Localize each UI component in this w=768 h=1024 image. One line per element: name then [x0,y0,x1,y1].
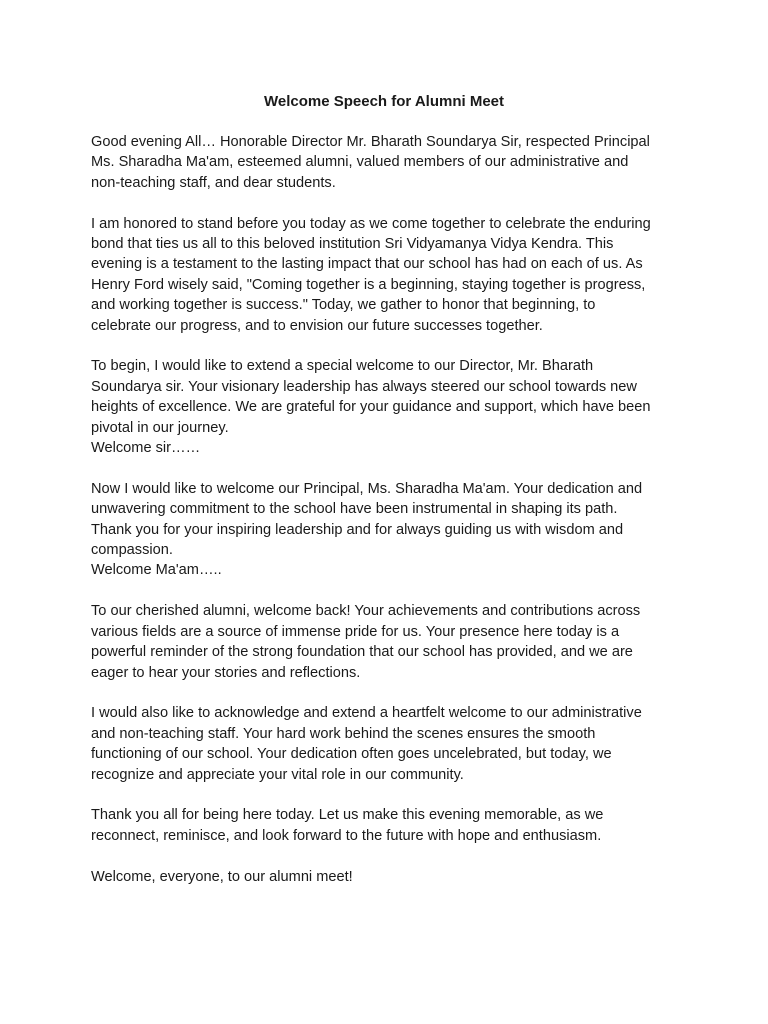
text-line: pivotal in our journey. [91,419,229,436]
text-line: I am honored to stand before you today as we come together to celebrate the enduring [91,215,651,232]
text-line: reconnect, reminisce, and look forward to the future with hope and enthusiasm. [91,827,602,844]
text-line: bond that ties us all to this beloved institution Sri Vidyamanya Vidya Kendra. This [91,236,614,253]
text-line: Ms. Sharadha Ma'am, esteemed alumni, valued members of our administrative and [91,154,629,171]
paragraph-closing [91,867,691,887]
paragraph-principal-welcome [91,479,691,581]
text-line: various fields are a source of immense pride for us. Your presence here today is a [91,623,620,640]
text-line: Welcome sir…… [91,440,201,457]
paragraph-introduction [91,214,691,336]
text-line: Thank you for your inspiring leadership and for always guiding us with wisdom and [91,521,624,538]
paragraph-greeting [91,132,691,193]
text-line: functioning of our school. Your dedication often goes uncelebrated, but today, we [91,746,612,763]
document-body [91,132,691,907]
text-line: Soundarya sir. Your visionary leadership has always steered our school towards new [91,378,637,395]
text-line: heights of excellence. We are grateful for your guidance and support, which have been [91,399,651,416]
paragraph-staff-welcome [91,703,691,785]
text-line: compassion. [91,542,173,559]
document-title: Welcome Speech for Alumni Meet [263,93,505,110]
text-line: powerful reminder of the strong foundation that our school has provided, and we are [91,644,633,661]
text-line: Now I would like to welcome our Principal, Ms. Sharadha Ma'am. Your dedication and [91,480,643,497]
text-line: non-teaching staff, and dear students. [91,174,336,191]
text-line: To our cherished alumni, welcome back! Your achievements and contributions across [91,603,641,620]
text-line: and working together is success." Today, we gather to honor that beginning, to [91,297,596,314]
text-line: I would also like to acknowledge and extend a heartfelt welcome to our administrative [91,705,642,722]
text-line: Good evening All… Honorable Director Mr. Bharath Soundarya Sir, respected Principal [91,134,650,150]
text-line: Henry Ford wisely said, "Coming together is a beginning, staying together is progress, [91,276,646,293]
text-line: recognize and appreciate your vital role in our community. [91,766,464,783]
text-line: Welcome Ma'am….. [91,562,222,579]
text-line: Thank you all for being here today. Let us make this evening memorable, as we [91,807,604,824]
text-line: eager to hear your stories and reflections. [91,664,361,681]
paragraph-alumni-welcome [91,601,691,683]
text-line: To begin, I would like to extend a special welcome to our Director, Mr. Bharath [91,358,594,375]
paragraph-thanks [91,805,691,846]
text-line: unwavering commitment to the school have been instrumental in shaping its path. [91,501,618,518]
text-line: and non-teaching staff. Your hard work behind the scenes ensures the smooth [91,725,596,742]
paragraph-director-welcome [91,356,691,458]
text-line: celebrate our progress, and to envision our future successes together. [91,317,543,334]
text-line: evening is a testament to the lasting impact that our school has had on each of us. As [91,256,643,273]
text-line: Welcome, everyone, to our alumni meet! [91,868,353,885]
